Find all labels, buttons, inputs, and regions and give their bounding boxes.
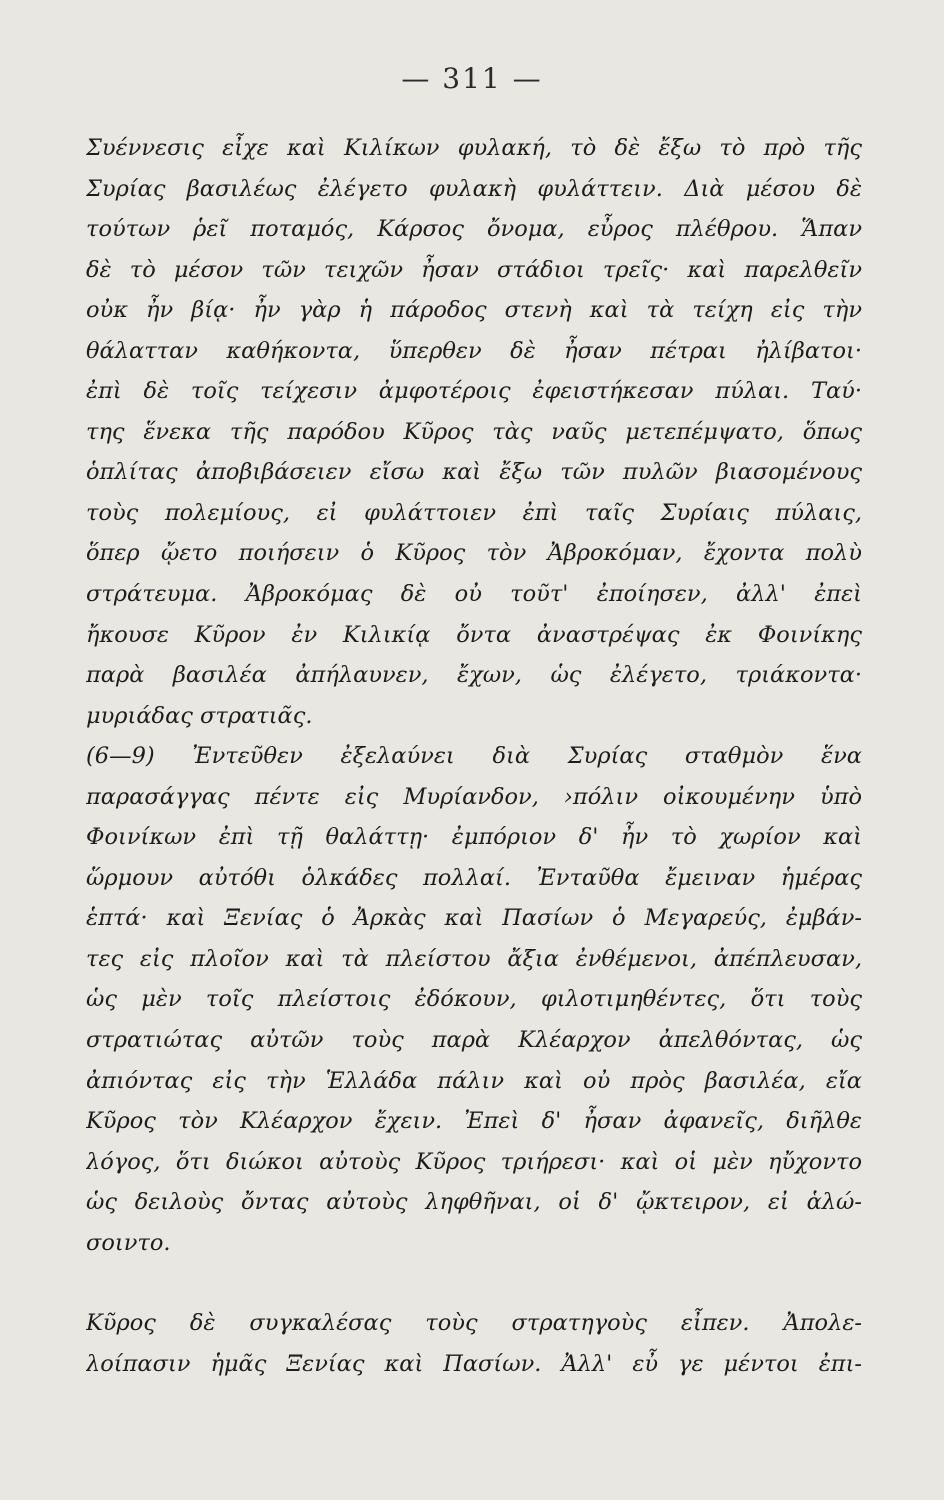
text-line: τες εἰς πλοῖον καὶ τὰ πλείστου ἄξια ἐνθέμενοι, ἀπέπλευσαν, (86, 945, 862, 972)
text-line: Κῦρος τὸν Κλέαρχον ἔχειν. Ἐπεὶ δ' ἦσαν ἀφανεῖς, διῆλθε (86, 1108, 862, 1135)
text-line: ἑπτά· καὶ Ξενίας ὁ Ἀρκὰς καὶ Πασίων ὁ Μεγαρεύς, ἐμβάν- (86, 905, 862, 932)
text-line: ὁπλίτας ἀποβιβάσειεν εἴσω καὶ ἔξω τῶν πυλῶν βιασομένους (86, 459, 862, 486)
text-line: Κῦρος δὲ συγκαλέσας τοὺς στρατηγοὺς εἶπεν. Ἀπολε- (86, 1310, 862, 1337)
text-line: δὲ τὸ μέσον τῶν τειχῶν ἦσαν στάδιοι τρεῖς· καὶ παρελθεῖν (86, 256, 862, 283)
text-line: μυριάδας στρατιᾶς. (86, 702, 313, 729)
text-line: λόγος, ὅτι διώκοι αὐτοὺς Κῦρος τριήρεσι· καὶ οἱ μὲν ηὔχοντο (86, 1148, 862, 1175)
text-line: ὅπερ ᾤετο ποιήσειν ὁ Κῦρος τὸν Ἀβροκόμαν, ἔχοντα πολὺ (86, 540, 862, 567)
text-line: ἀπιόντας εἰς τὴν Ἑλλάδα πάλιν καὶ οὐ πρὸς βασιλέα, εἴα (86, 1067, 862, 1094)
text-line: λοίπασιν ἡμᾶς Ξενίας καὶ Πασίων. Ἀλλ' εὖ γε μέντοι ἐπι- (86, 1350, 862, 1377)
paragraph-spacer (86, 1263, 862, 1303)
text-body (86, 128, 862, 1384)
text-line: ὡς μὲν τοῖς πλείστοις ἐδόκουν, φιλοτιμηθέντες, ὅτι τοὺς (86, 986, 862, 1013)
text-line: Φοινίκων ἐπὶ τῇ θαλάττῃ· ἐμπόριον δ' ἦν τὸ χωρίον καὶ (86, 824, 862, 851)
page-number: — 311 — (401, 62, 543, 95)
text-line: τοὺς πολεμίους, εἰ φυλάττοιεν ἐπὶ ταῖς Συρίαις πύλαις, (86, 499, 862, 526)
text-line: της ἕνεκα τῆς παρόδου Κῦρος τὰς ναῦς μετεπέμψατο, ὅπως (86, 418, 862, 445)
text-line: παρασάγγας πέντε εἰς Μυρίανδον, ›πόλιν οἰκουμένην ὑπὸ (86, 783, 862, 810)
text-line: ἐπὶ δὲ τοῖς τείχεσιν ἀμφοτέροις ἐφειστήκεσαν πύλαι. Ταύ· (86, 378, 862, 405)
text-line: σοιντο. (86, 1229, 171, 1256)
text-line: Συέννεσις εἶχε καὶ Κιλίκων φυλακή, τὸ δὲ ἔξω τὸ πρὸ τῆς (86, 135, 862, 161)
text-line: στράτευμα. Ἀβροκόμας δὲ οὐ τοῦτ' ἐποίησεν, ἀλλ' ἐπεὶ (86, 581, 862, 608)
paragraph (86, 128, 862, 736)
text-line: Συρίας βασιλέως ἐλέγετο φυλακὴ φυλάττειν. Διὰ μέσου δὲ (86, 175, 862, 202)
text-line: θάλατταν καθήκοντα, ὕπερθεν δὲ ἦσαν πέτραι ἠλίβατοι· (86, 337, 862, 364)
paragraph (86, 1303, 862, 1384)
text-line: ὡς δειλοὺς ὄντας αὐτοὺς ληφθῆναι, οἱ δ' ᾤκτειρον, εἰ ἁλώ- (86, 1189, 862, 1216)
text-line: παρὰ βασιλέα ἀπήλαυνεν, ἔχων, ὡς ἐλέγετο, τριάκοντα· (86, 662, 862, 689)
text-line: οὐκ ἦν βίᾳ· ἦν γὰρ ἡ πάροδος στενὴ καὶ τὰ τείχη εἰς τὴν (86, 297, 862, 324)
text-line: ἤκουσε Κῦρον ἐν Κιλικίᾳ ὄντα ἀναστρέψας ἐκ Φοινίκης (86, 621, 862, 648)
text-line: τούτων ῥεῖ ποταμός, Κάρσος ὄνομα, εὖρος πλέθρου. Ἅπαν (86, 216, 862, 243)
text-line: ὥρμουν αὐτόθι ὁλκάδες πολλαί. Ἐνταῦθα ἔμειναν ἡμέρας (86, 864, 862, 891)
paragraph (86, 736, 862, 1263)
text-line: στρατιώτας αὐτῶν τοὺς παρὰ Κλέαρχον ἀπελθόντας, ὡς (86, 1027, 862, 1054)
text-line: (6—9) Ἐντεῦθεν ἐξελαύνει διὰ Συρίας σταθμὸν ἕνα (86, 743, 862, 770)
